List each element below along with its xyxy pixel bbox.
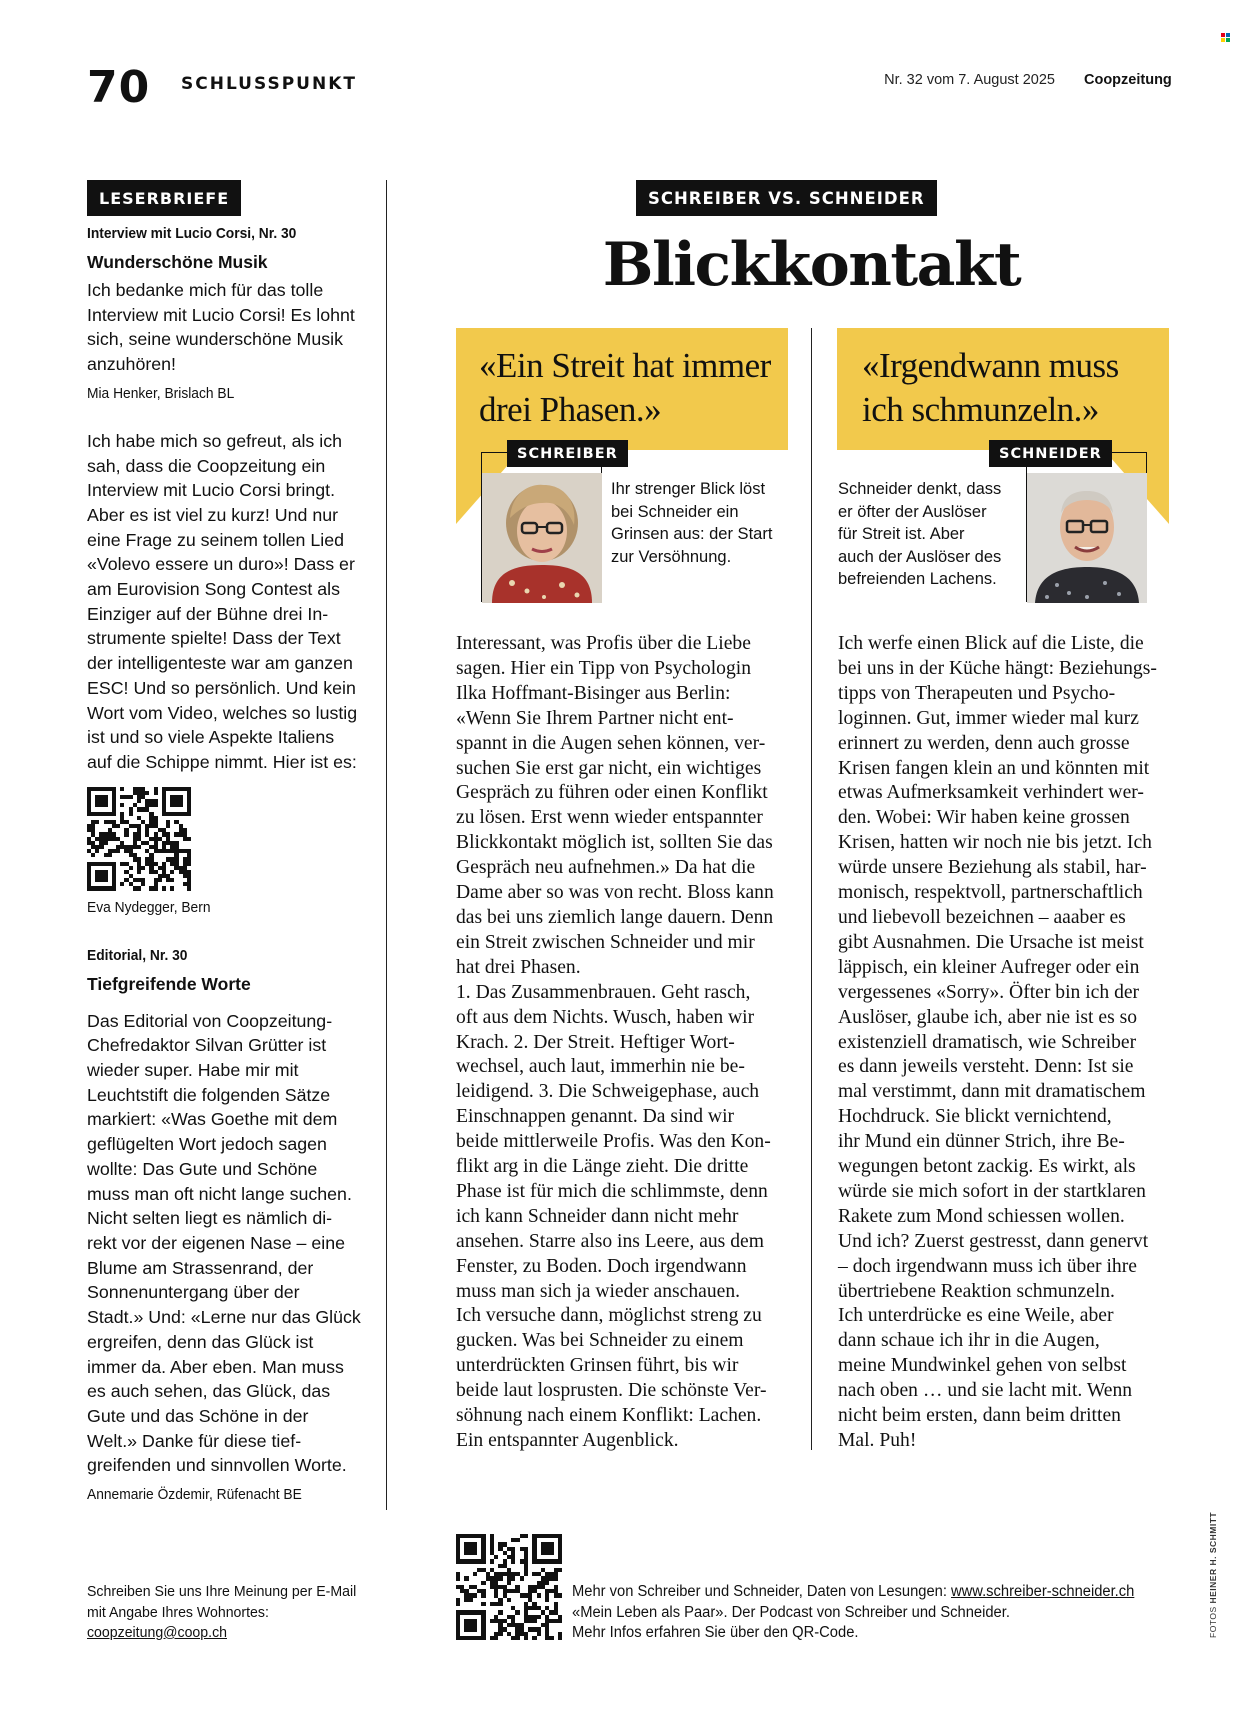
text-line: Welt.» Danke für diese tief- xyxy=(87,1430,302,1451)
website-link[interactable]: www.schreiber-schneider.ch xyxy=(951,1583,1135,1600)
letter-2 xyxy=(87,429,369,916)
letter-body xyxy=(87,278,369,377)
text-line: markiert: «Was Goethe mit dem xyxy=(87,1109,338,1130)
quote-schreiber xyxy=(479,344,771,432)
portrait-schreiber xyxy=(482,473,602,603)
coop-logo-icon xyxy=(1221,33,1230,42)
article-line: loginnen. Gut, immer wieder mal kurz xyxy=(838,707,1139,729)
author-name-schneider: SCHNEIDER xyxy=(989,440,1112,467)
text-line: auf die Schippe nimmt. Hier ist es: xyxy=(87,751,357,772)
contact-line: mit Angabe Ihres Wohnortes: xyxy=(87,1603,269,1621)
quote-line: drei Phasen.» xyxy=(479,390,662,429)
text-line: ist und so viele Aspekte Italiens xyxy=(87,727,335,748)
text-line: ESC! Und so persönlich. Und kein xyxy=(87,677,356,698)
text-line: strumente spielte! Dass der Text xyxy=(87,628,341,649)
article-line: Rakete zum Mond schiessen wollen. xyxy=(838,1205,1125,1227)
article-line: Phase ist für mich die schlimmste, denn xyxy=(456,1180,768,1202)
article-line: existenziell dramatisch, wie Schreiber xyxy=(838,1031,1137,1053)
contact-note xyxy=(87,1582,377,1644)
article-line: leidigend. 3. Die Schweigephase, auch xyxy=(456,1081,760,1103)
bottom-qr-wrap xyxy=(456,1534,562,1640)
article-line: Gespräch zu führen oder einen Konflikt xyxy=(456,782,768,804)
article-line: Und ich? Zuerst gestresst, dann genervt xyxy=(838,1230,1149,1252)
qr-code-icon[interactable] xyxy=(456,1534,562,1640)
article-line: monisch, respektvoll, partnerschaftlich xyxy=(838,882,1143,904)
article-line: das bei uns ziemlich lange dauern. Denn xyxy=(456,906,774,928)
intro-schneider xyxy=(838,478,1001,591)
page-number: 70 xyxy=(87,62,151,113)
article-line: nicht beim ersten, dann beim dritten xyxy=(838,1405,1121,1427)
letter-body xyxy=(87,429,369,775)
text-line: Wort vom Video, welches so lustig xyxy=(87,702,358,723)
text-line: wollte: Das Gute und Schöne xyxy=(87,1158,318,1179)
column-divider xyxy=(386,180,387,1510)
intro-line: er öfter der Auslöser xyxy=(838,502,987,521)
article-line: Mal. Puh! xyxy=(838,1430,917,1451)
text-line: der intelligenteste war am ganzen xyxy=(87,653,353,674)
intro-line: bei Schneider ein xyxy=(611,502,739,521)
intro-line: Schneider denkt, dass xyxy=(838,480,1002,498)
article-line: Hochdruck. Sie blickt vernichtend, xyxy=(838,1106,1112,1128)
article-line: spannt in die Augen sehen können, ver- xyxy=(456,732,766,754)
article-line: tipps von Therapeuten und Psycho- xyxy=(838,682,1116,704)
letter-signature: Eva Nydegger, Bern xyxy=(87,898,211,916)
text-line: am Eurovision Song Contest als xyxy=(87,579,341,600)
article-line: und liebevoll bezeichnen – aaaber es xyxy=(838,906,1126,928)
more-info-text: Mehr Infos erfahren Sie über den QR-Code. xyxy=(572,1624,859,1641)
portrait-schneider xyxy=(1027,473,1147,603)
text-line: geflügelten Wort jedoch sagen xyxy=(87,1134,327,1155)
contact-line: Schreiben Sie uns Ihre Meinung per E-Mail xyxy=(87,1583,357,1600)
article-line: Ich versuche dann, möglichst streng zu xyxy=(456,1305,762,1327)
article-line: würde sie mich sofort in der startklaren xyxy=(838,1180,1146,1202)
article-line: wechsel, auch laut, immerhin nie be- xyxy=(456,1056,745,1078)
article-line: etwas Aufmerksamkeit verhindert wer- xyxy=(838,782,1144,804)
quote-line: «Ein Streit hat immer xyxy=(479,346,771,385)
article-line: läppisch, ein kleiner Aufreger oder ein xyxy=(838,956,1140,978)
article-line: gibt Ausnahmen. Die Ursache ist meist xyxy=(838,931,1144,953)
text-line: Das Editorial von Coopzeitung- xyxy=(87,1010,333,1031)
text-line: sich, seine wunderschöne Musik xyxy=(87,329,343,350)
article-line: ein Streit zwischen Schneider und mir xyxy=(456,931,755,953)
brand-name: Coopzeitung xyxy=(1084,72,1172,88)
duel-label: SCHREIBER VS. SCHNEIDER xyxy=(636,180,937,216)
article-schneider xyxy=(838,632,1157,1454)
letters-column xyxy=(87,180,369,1503)
article-line: ihr Mund ein dünner Strich, ihre Be- xyxy=(838,1131,1125,1153)
letter-title: Wunderschöne Musik xyxy=(87,252,268,272)
article-line: söhnung nach einem Konflikt: Lachen. xyxy=(456,1405,762,1427)
text-line: Aber es ist viel zu kurz! Und nur xyxy=(87,504,339,525)
article-line: beide mittlerweile Profis. Was den Kon- xyxy=(456,1131,771,1153)
article-line: dann schaue ich ihr in die Augen, xyxy=(838,1330,1100,1352)
intro-line: Ihr strenger Blick löst xyxy=(611,480,766,498)
article-line: es dann jeweils versteht. Denn: Ist sie xyxy=(838,1056,1134,1078)
letter-body xyxy=(87,1009,369,1478)
text-line: muss man oft nicht lange suchen. xyxy=(87,1183,352,1204)
article-line: Krach. 2. Der Streit. Heftiger Wort- xyxy=(456,1031,735,1053)
text-line: Ich bedanke mich für das tolle xyxy=(87,280,324,300)
article-line: übertriebene Reaktion schmunzeln. xyxy=(838,1280,1115,1302)
article-line: Ich werfe einen Blick auf die Liste, die xyxy=(838,633,1144,654)
article-line: Krisen, hatten wir noch nie bis jetzt. Ich xyxy=(838,832,1152,854)
text-line: Sonnenuntergang über der xyxy=(87,1282,300,1303)
text-line: greifenden und sinnvollen Worte. xyxy=(87,1455,347,1476)
photo-credit-label: FOTOS xyxy=(1208,1606,1218,1638)
photo-credit-name: HEINER H. SCHMITT xyxy=(1208,1511,1218,1604)
article-line: – doch irgendwann muss ich über ihre xyxy=(838,1255,1137,1277)
text-line: Leuchtstift die folgenden Sätze xyxy=(87,1084,331,1105)
article-line: muss man sich ja wieder anschauen. xyxy=(456,1280,741,1302)
letters-label: LESERBRIEFE xyxy=(87,180,241,216)
contact-email-link[interactable]: coopzeitung@coop.ch xyxy=(87,1624,227,1641)
article-line: vergessenes «Sorry». Öfter bin ich der xyxy=(838,981,1140,1003)
article-line: würde unsere Beziehung als stabil, har- xyxy=(838,857,1147,879)
text-line: Stadt.» Und: «Lerne nur das Glück xyxy=(87,1307,361,1328)
text-line: es auch sehen, das Glück, das xyxy=(87,1381,331,1402)
article-schreiber xyxy=(456,632,774,1454)
article-line: Krisen fangen klein an und könnten mit xyxy=(838,757,1150,779)
letter-title: Tiefgreifende Worte xyxy=(87,973,251,994)
more-info xyxy=(572,1582,1164,1644)
text-line: eine Frage zu seinem tollen Lied xyxy=(87,529,344,550)
article-line: flikt arg in die Länge zieht. Die dritte xyxy=(456,1156,749,1178)
article-line: ansehen. Starre also ins Leere, aus dem xyxy=(456,1230,764,1252)
more-info-text: Mehr von Schreiber und Schneider, Daten von Lesungen: xyxy=(572,1583,952,1600)
intro-line: Grinsen aus: der Start xyxy=(611,525,773,543)
article-line: Auslöser, glaube ich, aber nie ist es so xyxy=(838,1006,1138,1028)
issue-info: Nr. 32 vom 7. August 2025 xyxy=(884,72,1055,88)
article-line: ich kann Schneider dann nicht mehr xyxy=(456,1205,739,1227)
text-line: wieder super. Habe mir mit xyxy=(87,1060,299,1081)
text-line: Ich habe mich so gefreut, als ich xyxy=(87,430,342,451)
letter-1 xyxy=(87,225,369,402)
article-line: Gespräch neu aufnehmen.» Da hat die xyxy=(456,857,756,879)
article-line: Blickkontakt möglich ist, sollten Sie das xyxy=(456,832,773,854)
more-info-text: «Mein Leben als Paar». Der Podcast von Schreiber und Schneider. xyxy=(572,1603,1010,1621)
text-line: Interview mit Lucio Corsi! Es lohnt xyxy=(87,304,355,325)
text-line: Gute und das Schöne in der xyxy=(87,1405,309,1426)
section-title: SCHLUSSPUNKT xyxy=(181,74,357,94)
column-divider xyxy=(811,328,812,1450)
article-line: oft aus dem Nichts. Wusch, haben wir xyxy=(456,1006,755,1028)
intro-schreiber xyxy=(611,478,772,568)
article-line: sagen. Hier ein Tipp von Psychologin xyxy=(456,657,751,679)
article-line: Einschnappen genannt. Da sind wir xyxy=(456,1106,735,1128)
article-line: zu lösen. Erst wenn wieder entspannter xyxy=(456,807,763,829)
letter-3 xyxy=(87,947,369,1503)
text-line: Nicht selten liegt es nämlich di- xyxy=(87,1208,333,1229)
article-line: meine Mundwinkel gehen von selbst xyxy=(838,1355,1127,1377)
text-line: sah, dass die Coopzeitung ein xyxy=(87,455,326,476)
letter-reference: Editorial, Nr. 30 xyxy=(87,946,188,964)
letter-signature: Annemarie Özdemir, Rüfenacht BE xyxy=(87,1486,302,1504)
text-line: ergreifen, denn das Glück ist xyxy=(87,1331,314,1352)
article-line: beide laut losprusten. Die schönste Ver- xyxy=(456,1380,767,1402)
article-line: Ein entspannter Augenblick. xyxy=(456,1430,679,1451)
article-line: Interessant, was Profis über die Liebe xyxy=(456,633,751,654)
article-line: erinnert zu werden, denn auch grosse xyxy=(838,732,1130,754)
letter-reference: Interview mit Lucio Corsi, Nr. 30 xyxy=(87,225,297,242)
article-line: 1. Das Zusammenbrauen. Geht rasch, xyxy=(456,981,751,1003)
intro-line: zur Versöhnung. xyxy=(611,547,732,566)
text-line: rekt vor der eigenen Nase – eine xyxy=(87,1232,345,1253)
article-line: «Wenn Sie Ihrem Partner nicht ent- xyxy=(456,707,734,729)
article-line: unterdrückten Grinsen führt, bis wir xyxy=(456,1355,739,1377)
qr-code-icon[interactable] xyxy=(87,787,191,891)
article-line: Ich unterdrücke es eine Weile, aber xyxy=(838,1305,1114,1327)
text-line: Einziger auf der Bühne drei In- xyxy=(87,603,329,624)
text-line: anzuhören! xyxy=(87,354,176,375)
author-name-schreiber: SCHREIBER xyxy=(507,440,628,467)
article-line: wegungen betont zackig. Es wirkt, als xyxy=(838,1156,1136,1178)
quote-schneider xyxy=(862,344,1119,432)
quote-line: «Irgendwann muss xyxy=(862,346,1119,385)
intro-line: auch der Auslöser des xyxy=(838,547,1002,566)
text-line: Interview mit Lucio Corsi bringt. xyxy=(87,480,336,501)
article-line: bei uns in der Küche hängt: Beziehungs- xyxy=(838,657,1157,679)
article-line: mal verstimmt, dann mit dramatischem xyxy=(838,1081,1146,1103)
intro-line: für Streit ist. Aber xyxy=(838,525,965,543)
article-line: gucken. Was bei Schneider zu einem xyxy=(456,1330,744,1352)
intro-line: befreienden Lachens. xyxy=(838,570,997,588)
photo-credit xyxy=(1208,1512,1218,1638)
article-line: suchen Sie erst gar nicht, ein wichtiges xyxy=(456,757,762,779)
article-line: nach oben … und sie lacht mit. Wenn xyxy=(838,1380,1133,1402)
text-line: Blume am Strassenrand, der xyxy=(87,1257,314,1278)
text-line: «Volevo essere un duro»! Dass er xyxy=(87,554,355,575)
article-line: Fenster, zu Boden. Doch irgendwann xyxy=(456,1255,747,1277)
page-title: Blickkontakt xyxy=(602,230,1021,300)
article-line: den. Wobei: Wir haben keine grossen xyxy=(838,807,1130,829)
article-line: Dame aber so was von recht. Bloss kann xyxy=(456,882,774,904)
duel-label-wrap xyxy=(636,180,937,216)
article-line: hat drei Phasen. xyxy=(456,956,581,978)
letter-signature: Mia Henker, Brislach BL xyxy=(87,384,235,402)
quote-line: ich schmunzeln.» xyxy=(862,390,1099,429)
article-line: Ilka Hoffmant-Bisinger aus Berlin: xyxy=(456,682,731,704)
text-line: Chefredaktor Silvan Grütter ist xyxy=(87,1035,327,1056)
text-line: immer da. Aber eben. Man muss xyxy=(87,1356,344,1377)
